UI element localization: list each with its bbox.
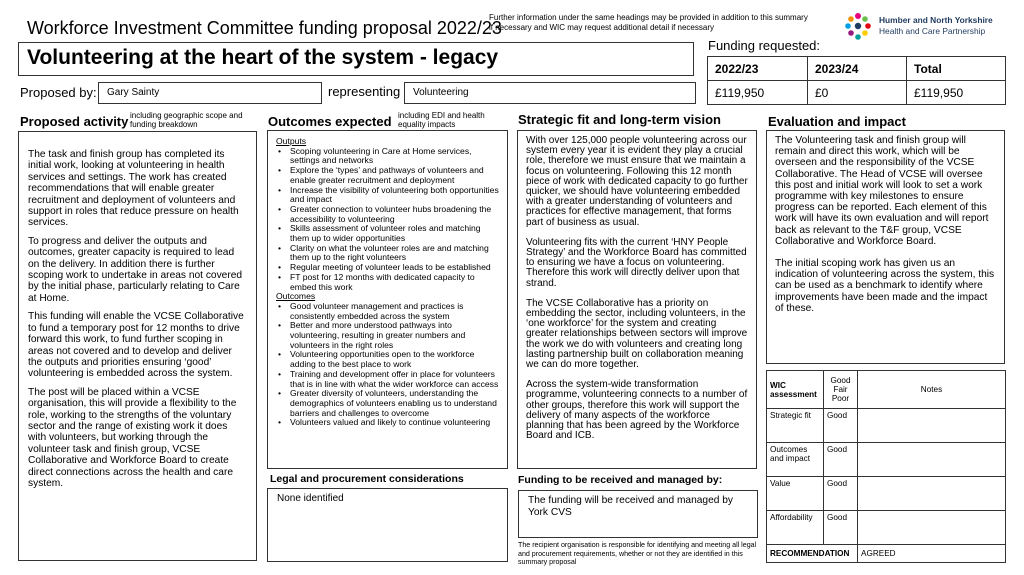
wic-assessment-label: WIC assessment: [767, 371, 824, 409]
funding-value-2023: £0: [808, 81, 907, 105]
wic-row-rating: Good: [824, 477, 858, 511]
outcomes-heading: Outcomes expected: [268, 114, 392, 129]
funding-col-2023: 2023/24: [808, 57, 907, 81]
list-item: • Clarity on what the volunteer roles are and matching them up to the right volunteers: [276, 244, 499, 263]
list-item: • FT post for 12 months with dedicated capacity to embed this work: [276, 273, 499, 292]
list-item: • Better and more understood pathways into volunteering, resulting in greater numbers and volunteers in the right roles: [276, 321, 499, 350]
funding-received-heading: Funding to be received and managed by:: [518, 474, 723, 486]
wic-rating-scale: Good Fair Poor: [824, 371, 858, 409]
outcomes-list: [276, 302, 499, 428]
proposed-activity-box: [18, 131, 257, 561]
wic-notes-header: Notes: [858, 371, 1006, 409]
proposed-activity-heading: Proposed activity: [20, 114, 129, 129]
evaluation-paragraph: The Volunteering task and finish group will remain and direct this work, which will be overseen and the responsibility of the VCSE Collaborative. The Head of VCSE will oversee this post and initial work will look to set a work programme with key milestones to ensure progress can be reported. Each element of this work will have its own evaluation and will report back as relevant to the T&F group, VCSE Collaborative and Workforce Board.: [775, 135, 989, 247]
recipient-responsibility-note: The recipient organisation is responsible for identifying and meeting all legal and procurement requirements, whether or not they are identified in this summary proposal: [518, 541, 757, 567]
activity-paragraph: To progress and deliver the outputs and outcomes, greater capacity is required to lead on the delivery. In addition there is further scoping work to undertake in areas not covered by the initial phase, particularly relating to Care at Home.: [28, 235, 243, 304]
outputs-list: [276, 147, 499, 293]
outcomes-note: including EDI and health equality impacts: [398, 111, 485, 129]
activity-paragraph: This funding will enable the VCSE Collaborative to fund a temporary post for 12 months to drive forward this work, to fund further scoping in areas not covered and to develop and deliver the outputs and priorities ensuring ‘good’ volunteering is embedded across the system.: [28, 311, 244, 380]
table-row: [767, 511, 1006, 545]
funding-table: [707, 56, 1006, 105]
list-item: • Good volunteer management and practices is consistently embedded across the system: [276, 302, 499, 321]
activity-paragraph: The task and finish group has completed its initial work, looking at volunteering in health services and settings. The work has created recommendations that will enable greater recruitment and deployment of volunteers and support in roles that reduce pressure on health services.: [28, 149, 239, 229]
funding-received-box: The funding will be received and managed by York CVS: [518, 490, 758, 538]
proposed-by-field: Gary Sainty: [98, 82, 322, 104]
outcomes-box: [267, 130, 508, 469]
funding-col-2022: 2022/23: [708, 57, 808, 81]
wic-row-rating: Good: [824, 409, 858, 443]
wic-row-label: Value: [767, 477, 824, 511]
strategic-paragraph: Across the system-wide transformation programme, volunteering connects to a number of other groups, therefore this work will support the delivery of many aspects of the workforce planning that has been agreed by the Workforce Board and ICB.: [526, 379, 748, 442]
activity-paragraph: The post will be placed within a VCSE organisation, this will provide a flexibility to the role, working to the strengths of the voluntary sector and the range of existing work it does with volunteers, but working through the volunteer task and finish group, VCSE Collaborative and Workforce Board to create direct connections across the health and care system.: [28, 386, 237, 489]
strategic-fit-box: [517, 130, 757, 469]
list-item: • Skills assessment of volunteer roles and matching them up to wider opportunities: [276, 224, 499, 243]
outcomes-subheading: Outcomes: [276, 291, 316, 302]
funding-requested-label: Funding requested:: [708, 38, 821, 53]
list-item: • Greater diversity of volunteers, understanding the demographics of volunteers enabling us to understand barriers and challenges to overcome: [276, 389, 499, 418]
table-row: [767, 477, 1006, 511]
list-item: • Regular meeting of volunteer leads to be established: [276, 263, 499, 273]
wic-row-notes: [858, 443, 1006, 477]
wic-row-rating: Good: [824, 443, 858, 477]
further-info-note: Further information under the same headings may be provided in addition to this summary if necessary and WIC may request additional detail if necessary: [489, 13, 808, 32]
list-item: • Explore the ‘types’ and pathways of volunteers and enable greater recruitment and deployment: [276, 166, 499, 185]
funding-col-total: Total: [907, 57, 1006, 81]
logo-line-2: Health and Care Partnership: [879, 26, 986, 36]
organisation-logo: [843, 12, 1018, 44]
table-row: [767, 409, 1006, 443]
wic-row-notes: [858, 409, 1006, 443]
recommendation-value: AGREED: [858, 545, 1006, 563]
strategic-paragraph: With over 125,000 people volunteering across our system every year it is evident they play a crucial role, therefore we must ensure that we maintain a focus on volunteering. Following this 12 month piece of work with dedicated capacity to go further quicker, we should have volunteering embedded with a greater understanding of volunteers and practices for effective management, that forms part of business as usual.: [526, 135, 748, 228]
evaluation-heading: Evaluation and impact: [768, 114, 906, 129]
evaluation-box: [766, 130, 1005, 364]
strategic-paragraph: Volunteering fits with the current ‘HNY People Strategy’ and the Workforce Board has committed to ensuring we have a focus on volunteering. Therefore this work will directly deliver upon that strand.: [526, 236, 747, 289]
logo-line-1: Humber and North Yorkshire: [879, 15, 993, 25]
list-item: • Training and development offer in place for volunteers that is in line with what the wider workforce can access: [276, 370, 499, 389]
wic-row-label: Strategic fit: [767, 409, 824, 443]
list-item: • Increase the visibility of volunteering both opportunities and impact: [276, 186, 499, 205]
proposed-activity-note: including geographic scope and funding breakdown: [130, 111, 243, 129]
table-row: [767, 443, 1006, 477]
recommendation-label: RECOMMENDATION: [767, 545, 858, 563]
partnership-logo-icon: [843, 12, 873, 44]
proposal-title: Volunteering at the heart of the system - legacy: [18, 42, 694, 76]
proposed-by-label: Proposed by:: [20, 85, 97, 100]
list-item: • Volunteers valued and likely to continue volunteering: [276, 418, 499, 428]
document-title: Workforce Investment Committee funding proposal 2022/23: [27, 18, 502, 38]
outputs-subheading: Outputs: [276, 136, 307, 146]
wic-assessment-table: [766, 370, 1006, 563]
strategic-fit-heading: Strategic fit and long-term vision: [518, 112, 721, 127]
list-item: • Greater connection to volunteer hubs broadening the accessibility to volunteering: [276, 205, 499, 224]
list-item: • Scoping volunteering in Care at Home services, settings and networks: [276, 147, 499, 166]
wic-row-label: Affordability: [767, 511, 824, 545]
legal-box: None identified: [267, 488, 508, 562]
representing-field: Volunteering: [404, 82, 696, 104]
list-item: • Volunteering opportunities open to the workforce adding to the best place to work: [276, 350, 499, 369]
wic-row-notes: [858, 511, 1006, 545]
representing-label: representing: [328, 84, 401, 99]
legal-heading: Legal and procurement considerations: [270, 473, 464, 485]
wic-row-label: Outcomes and impact: [767, 443, 824, 477]
funding-value-total: £119,950: [907, 81, 1006, 105]
wic-row-notes: [858, 477, 1006, 511]
wic-row-rating: Good: [824, 511, 858, 545]
evaluation-paragraph: The initial scoping work has given us an indication of volunteering across the system, this can be used as a benchmark to identify where improvements have been made and the impact of these.: [775, 258, 995, 314]
strategic-paragraph: The VCSE Collaborative has a priority on embedding the sector, including volunteers, in the ‘one workforce’ for the system and creating greater relationships between sectors will improve the work we do with volunteers and creating long lasting partnership built on collaboration meaning we can do more together.: [526, 297, 748, 371]
funding-value-2022: £119,950: [708, 81, 808, 105]
